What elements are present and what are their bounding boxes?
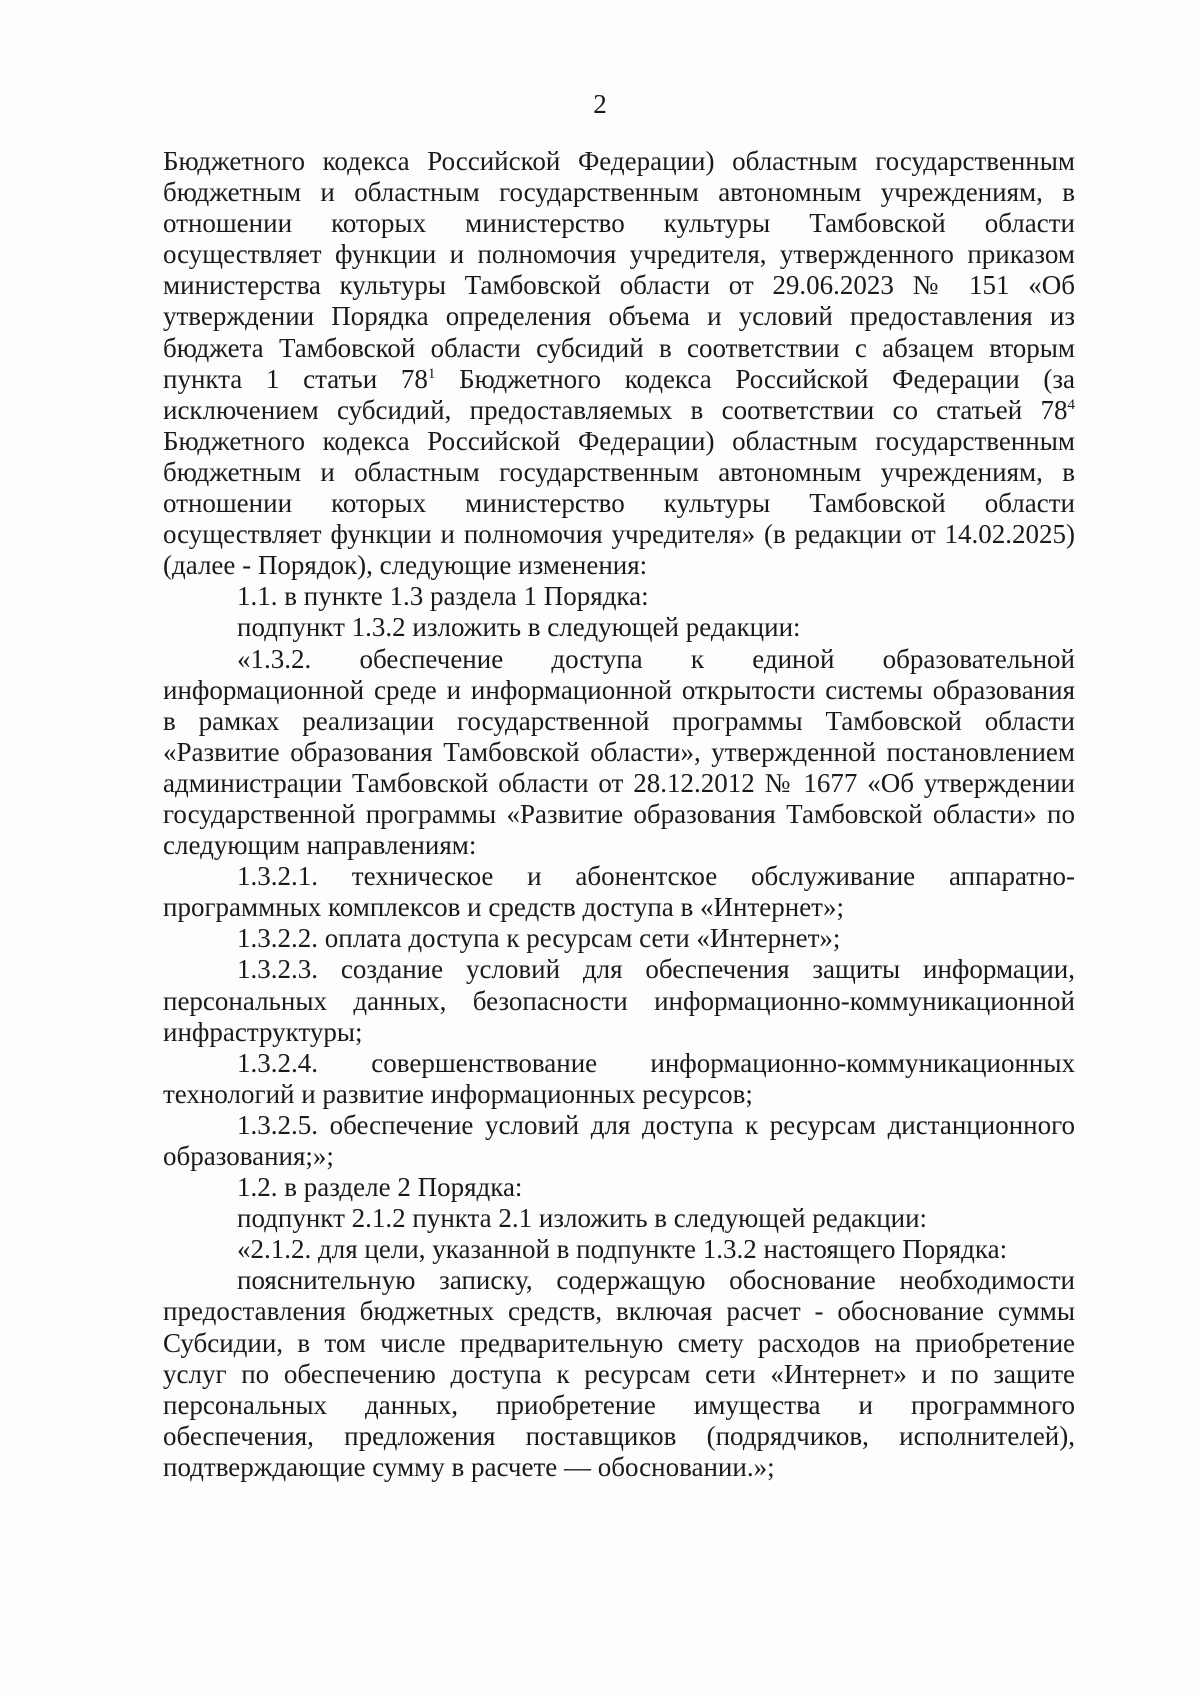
paragraph-2-1-2: «2.1.2. для цели, указанной в подпункте 1.3.2 настоящего Порядка: — [237, 1234, 1008, 1265]
paragraph-1-3-2: «1.3.2. обеспечение доступа к единой образовательной информационной среде и информационной открытости системы образования в рамках реализации государственной программы Тамбовской области «Развитие образования Тамбовской области», утвержденной постановлением администрации Тамбовской области от 28.12.2012 № 1677 «Об утверждении государственной программы «Развитие образования Тамбовской области» по следующим направлениям: — [163, 643, 1075, 861]
paragraph-1-3-2-4: 1.3.2.4. совершенствование информационно-коммуникационных технологий и развитие информационных ресурсов; — [163, 1047, 1075, 1109]
paragraph-subitem-2-1-2-intro: подпункт 2.1.2 пункта 2.1 изложить в следующей редакции: — [237, 1203, 928, 1234]
superscript-marker: 1 — [427, 365, 436, 382]
paragraph-1-3-2-5: 1.3.2.5. обеспечение условий для доступа к ресурсам дистанционного образования;»; — [163, 1109, 1075, 1171]
paragraph-subitem-1-3-2-intro: подпункт 1.3.2 изложить в следующей редакции: — [237, 612, 801, 643]
paragraph-1-3-2-2: 1.3.2.2. оплата доступа к ресурсам сети «Интернет»; — [237, 923, 841, 954]
paragraph-text-part: Бюджетного кодекса Российской Федерации) областным государственным бюджетным и областным государственным автономным учреждениям, в отношении которых министерство культуры Тамбовской области осуществляет функции и полномочия учредителя» (в редакции от 14.02.2025) (далее - Порядок), следующие изменения: — [163, 425, 1075, 581]
superscript-marker: 4 — [1067, 396, 1075, 413]
document-body — [163, 146, 1075, 1483]
paragraph-text-part: Бюджетного кодекса Российской Федерации) областным государственным бюджетным и областным государственным автономным учреждениям, в отношении которых министерство культуры Тамбовской области осуществляет функции и полномочия учредителя, утвержденного приказом министерства культуры Тамбовской области от 29.06.2023 № 151 «Об утверждении Порядка определения объема и условий предоставления из бюджета Тамбовской области субсидий в соответствии с абзацем вторым пункта 1 статьи 78 — [163, 146, 1075, 394]
page-number: 2 — [593, 89, 607, 119]
paragraph-explanatory-note: пояснительную записку, содержащую обоснование необходимости предоставления бюджетных средств, включая расчет - обоснование суммы Субсидии, в том числе предварительную смету расходов на приобретение услуг по обеспечению доступа к ресурсам сети «Интернет» и по защите персональных данных, приобретение имущества и программного обеспечения, предложения поставщиков (подрядчиков, исполнителей), подтверждающие сумму в расчете — обосновании.»; — [163, 1265, 1075, 1482]
paragraph-text-part: Бюджетного кодекса Российской Федерации (за исключением субсидий, предоставляемых в соответствии со статьей 78 — [163, 363, 1076, 425]
paragraph-continuation — [163, 146, 1075, 581]
paragraph-item-1-2: 1.2. в разделе 2 Порядка: — [237, 1172, 523, 1203]
paragraph-1-3-2-1: 1.3.2.1. техническое и абонентское обслуживание аппаратно-программных комплексов и средств доступа в «Интернет»; — [163, 861, 1075, 923]
paragraph-1-3-2-3: 1.3.2.3. создание условий для обеспечения защиты информации, персональных данных, безопасности информационно-коммуникационной инфраструктуры; — [163, 954, 1075, 1047]
paragraph-item-1-1: 1.1. в пункте 1.3 раздела 1 Порядка: — [237, 581, 649, 612]
